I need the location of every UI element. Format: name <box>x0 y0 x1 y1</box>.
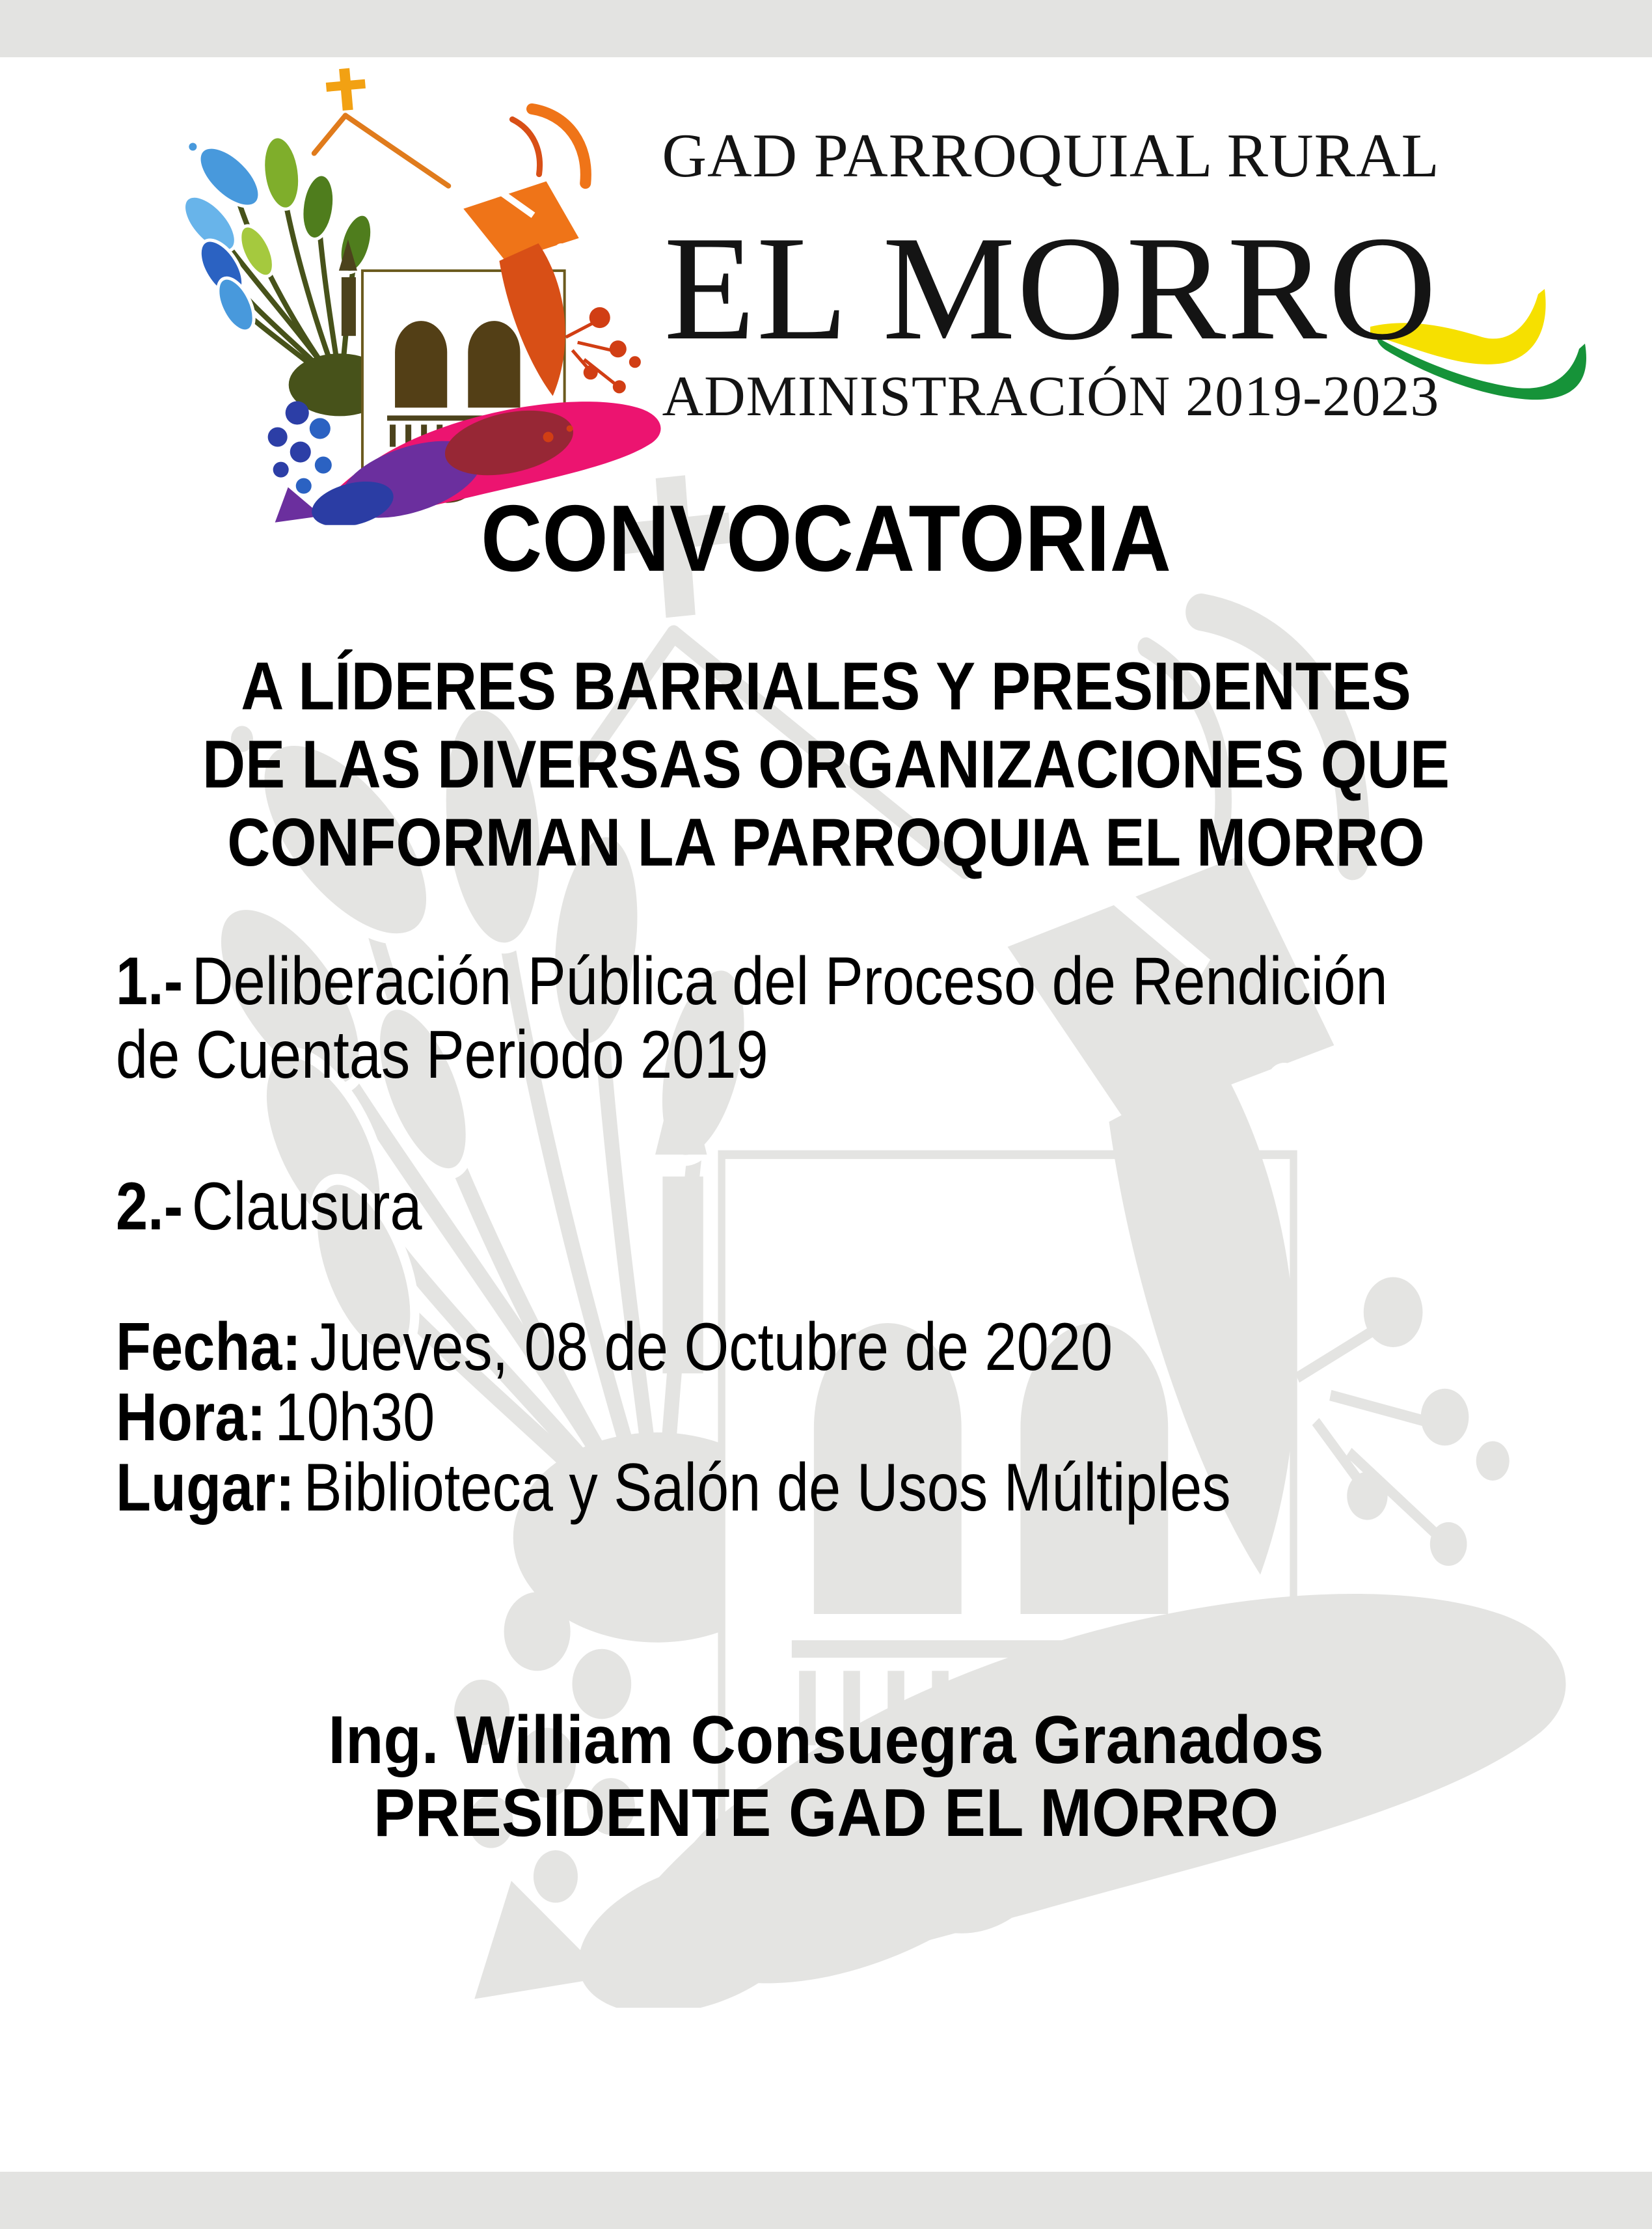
subtitle-line: CONFORMAN LA PARROQUIA EL MORRO <box>227 805 1425 881</box>
agenda-item-line <box>116 1170 1471 1244</box>
detail-label: Lugar: <box>116 1450 295 1525</box>
detail-label: Fecha: <box>116 1309 301 1385</box>
detail-row-fecha <box>116 1309 1471 1385</box>
detail-value: 10h30 <box>275 1380 435 1455</box>
subtitle-line: A LÍDERES BARRIALES Y PRESIDENTES <box>241 649 1411 724</box>
event-details <box>116 1309 1471 1525</box>
signer-name: Ing. William Consuegra Granados <box>328 1703 1324 1778</box>
org-type: GAD PARROQUIAL RURAL <box>662 121 1440 190</box>
page-margin-top <box>0 0 1652 57</box>
detail-value: Jueves, 08 de Octubre de 2020 <box>310 1309 1113 1385</box>
agenda-item-line <box>116 945 1471 1019</box>
subtitle <box>99 648 1552 882</box>
agenda-item-line: de Cuentas Periodo 2019 <box>116 1017 768 1093</box>
org-name: EL MORRO <box>664 205 1438 371</box>
agenda-item-number: 2.- <box>116 1169 183 1244</box>
agenda-item-text: Clausura <box>191 1169 422 1244</box>
agenda-item-text: Deliberación Pública del Proceso de Rendición <box>191 944 1388 1019</box>
signature-block <box>66 1704 1586 1850</box>
detail-row-lugar <box>116 1450 1471 1525</box>
detail-row-hora <box>116 1382 1471 1453</box>
agenda-item-1 <box>116 945 1471 1092</box>
detail-label: Hora: <box>116 1380 266 1455</box>
document-title: CONVOCATORIA <box>481 485 1171 591</box>
subtitle-line: DE LAS DIVERSAS ORGANIZACIONES QUE <box>202 727 1450 802</box>
administration-period: ADMINISTRACIÓN 2019-2023 <box>662 365 1440 428</box>
page-margin-bottom <box>0 2172 1652 2229</box>
detail-value: Biblioteca y Salón de Usos Múltiples <box>303 1450 1231 1525</box>
signer-role: PRESIDENTE GAD EL MORRO <box>373 1775 1279 1851</box>
agenda-item-number: 1.- <box>116 944 183 1019</box>
agenda-item-2 <box>116 1170 1471 1244</box>
parroquia-logo <box>82 55 675 525</box>
